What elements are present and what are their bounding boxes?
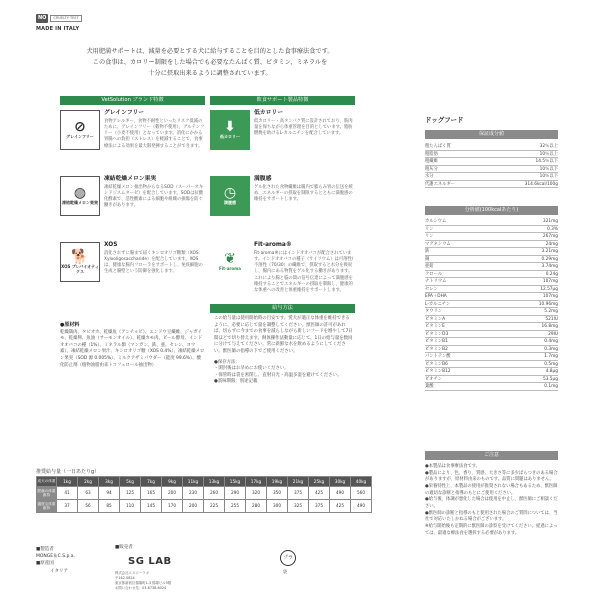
table-row <box>425 166 558 174</box>
table-row <box>425 323 558 331</box>
row-label: 水分 <box>425 174 434 179</box>
row-label: ビタミンB12 <box>425 369 451 374</box>
caution-header: ご注意 <box>425 451 558 460</box>
amount-cell: 320 <box>246 487 267 500</box>
weight-label: 成犬の体重 <box>37 477 57 487</box>
feature-grain-free <box>60 110 205 150</box>
arrow-down-icon: ⬇ 低カロリー <box>210 110 250 150</box>
row-value: 12.57μg <box>540 286 558 292</box>
table-row <box>425 233 558 241</box>
weight-cell: 9kg <box>162 477 183 487</box>
clock-icon: ◷ 満腹感 <box>210 176 250 216</box>
guaranteed-header: 保証成分値 <box>425 130 558 139</box>
row-value: 10％以下 <box>539 174 558 179</box>
amount-cell: 280 <box>246 500 267 513</box>
table-row <box>425 271 558 279</box>
made-in-italy: MADE IN ITALY <box>36 26 80 32</box>
weight-cell: 3kg <box>99 477 120 487</box>
table-row <box>425 338 558 346</box>
table-row <box>425 293 558 301</box>
feature-title: 低カロリー <box>254 110 283 116</box>
row-label: タウリン <box>425 309 443 314</box>
amount-cell: 260 <box>204 487 225 500</box>
amount-cell: 200 <box>183 500 204 513</box>
weight-cell: 13kg <box>204 477 225 487</box>
amount-cell: 110 <box>120 500 141 513</box>
table-row <box>425 263 558 271</box>
table-row <box>425 376 558 384</box>
row-label: 粗たんぱく質 <box>425 144 451 149</box>
table-row <box>425 241 558 249</box>
row-label: ビタミンD3 <box>425 331 449 337</box>
table-row <box>425 308 558 316</box>
table-row <box>425 346 558 354</box>
feature-title: グレインフリー <box>104 110 145 116</box>
ingredients <box>60 322 205 369</box>
caution-item: ●製品により、色、香り、質感、大きさ等に多少ばらつきのある場合がありますが、原材料由来のものです。品質に問題はありません。 <box>425 470 558 483</box>
table-row <box>425 383 558 391</box>
weight-cell: 40kg <box>351 477 372 487</box>
feature-text: ゲル化された食物繊維は腸内で膨らみ胃の伝送を緩め、エネルギーの摂取を制限するとともに満腹感の維持をサポートします。 <box>254 184 353 203</box>
feeding-table <box>36 476 372 513</box>
table-row <box>425 226 558 234</box>
table-row <box>425 278 558 286</box>
feature-text: 食物アレルギー、食物不耐性といったリスク低減のために、グレインフリー（穀物不使用）、グルテンフリー（小麦不使用）となっています。消化にかかる胃腸への負担（ストレス）を軽減することで、食事療法による効果を最大限発揮することができます。 <box>104 118 205 149</box>
row-value: 0.4mg <box>544 339 558 344</box>
amount-cell: 300 <box>267 500 288 513</box>
table-row <box>425 361 558 369</box>
table-row <box>37 487 372 500</box>
row-label: リン <box>425 234 434 239</box>
row-value: 267mg <box>542 234 558 239</box>
weight-cell: 21kg <box>288 477 309 487</box>
row-label: 葉酸 <box>425 384 434 389</box>
row-label: リン <box>425 226 434 232</box>
row-value: 10.96mg <box>538 301 558 307</box>
row-label: L-カルニチン <box>425 301 451 307</box>
row-label: セレン <box>425 286 438 292</box>
amount-cell: 290 <box>225 487 246 500</box>
feature-text: 低カロリー・高タンパク質に設計されており、筋肉量を保ちながら体重管理を目的としています。脂肪燃焼を助けるL-カルニチンを配合しています。 <box>254 118 353 137</box>
diet-support-header: 飲食サポート製品特徴 <box>210 96 355 105</box>
row-label: EPA＋DHA <box>425 294 447 299</box>
table-row <box>425 353 558 361</box>
feature-melon <box>60 176 205 216</box>
feature-text: Fit-aroma®にはインドオオバコが配合されています。インドオオバコの種子（サイリウム）は可溶性/不溶性（70/30）の繊維で、摂取すると水分を吸収し、腸内にある物質をゲル化する働きがあります。これにより腸と脳の間の信号伝達によって満腹感を維持することでエネルギーの摂取を制限し、健康的な体重への改善と体重維持をサポートします。 <box>254 250 354 294</box>
table-row <box>425 143 558 151</box>
caution-item: ●栄養特性上、本製品の使用が推奨されない場合もあるため、獣医師の適切な診断と指導のもとにご使用ください。 <box>425 483 558 496</box>
row-value: 1.7mg <box>544 354 558 359</box>
weight-cell: 15kg <box>225 477 246 487</box>
weight-cell: 5kg <box>120 477 141 487</box>
amount-cell: 425 <box>309 487 330 500</box>
fit-aroma-logo: ❦ Fit-aroma <box>219 251 241 272</box>
weight-cell: 17kg <box>246 477 267 487</box>
caution-notes <box>425 464 558 537</box>
amount-cell: 560 <box>351 487 372 500</box>
analysis-header: 分析値(100kcalあたり) <box>425 206 558 215</box>
row-value: 5.2mg <box>544 309 558 314</box>
row-value: 29IU <box>548 331 558 337</box>
row-label: ビタミンA <box>425 316 446 322</box>
amount-cell: 490 <box>330 487 351 500</box>
analysis-table <box>425 218 558 391</box>
table-row <box>425 173 558 181</box>
feature-xos <box>60 242 205 282</box>
row-label: ビオチン <box>425 376 442 382</box>
manufacturer-info: ■製造者 MONGE＆C.S.p.a. ■原産国 イタリア <box>36 547 75 574</box>
feature-title: 満腹感 <box>254 176 272 182</box>
amount-cell: 325 <box>288 500 309 513</box>
amount-cell: 170 <box>162 500 183 513</box>
amount-cell: 350 <box>267 487 288 500</box>
weight-cell: 7kg <box>141 477 162 487</box>
amount-cell: 125 <box>120 487 141 500</box>
row-value: 0.29mg <box>541 256 558 262</box>
row-value: 14.5％以下 <box>535 159 558 164</box>
row-label: 粗灰分 <box>425 166 438 172</box>
table-row <box>425 181 558 189</box>
ingredients-title: ●原材料 <box>60 322 80 328</box>
row-label: 肥満の体重維持 <box>37 487 57 500</box>
amount-cell: 94 <box>99 487 120 500</box>
feature-satiety <box>210 176 355 216</box>
weight-cell: 2kg <box>78 477 99 487</box>
row-value: 107mg <box>542 279 558 284</box>
dog-icon: 🐕 XOS プレバイオティクス <box>60 242 100 282</box>
row-label: 粗脂肪 <box>425 151 438 157</box>
amount-cell: 145 <box>141 500 162 513</box>
row-value: 0.5mg <box>544 361 558 367</box>
amount-cell: 200 <box>162 487 183 500</box>
row-value: 107mg <box>542 294 558 299</box>
row-value: 3.74mg <box>541 264 558 269</box>
table-row <box>425 368 558 376</box>
feature-title: Fit-aroma® <box>254 242 292 248</box>
table-row <box>425 218 558 226</box>
no-badge-label: NO <box>38 15 47 21</box>
amount-cell: 230 <box>183 487 204 500</box>
table-row <box>425 158 558 166</box>
amount-cell: 41 <box>57 487 78 500</box>
table-row <box>425 256 558 264</box>
guaranteed-table <box>425 143 558 188</box>
row-value: 0.1mg <box>544 384 558 389</box>
row-value: 53.5μg <box>542 376 558 382</box>
cruelty-test-label: CRUELTY TEST <box>50 15 81 22</box>
table-row <box>37 500 372 513</box>
row-value: 4.8μg <box>545 369 558 374</box>
amount-cell: 85 <box>99 500 120 513</box>
recycle-icon: プラ <box>280 550 296 566</box>
table-row <box>425 316 558 324</box>
row-label: 代謝エネルギー <box>425 181 456 187</box>
row-value: 32％以上 <box>539 144 558 149</box>
amount-cell: 56 <box>78 500 99 513</box>
row-label: マグネシウム <box>425 241 451 247</box>
feature-fit-aroma <box>210 242 355 294</box>
sales-title: ■販売者 <box>115 545 133 550</box>
weight-cell: 11kg <box>183 477 204 487</box>
row-label: 亜鉛 <box>425 264 434 269</box>
caution-item: ●獣医師の診断と指導のもと使用された場合のご質問については、当社で対応いたしかねる場合がございます。 <box>425 510 558 523</box>
feeding-table-title: 推奨給与量（一日あたりg） <box>36 469 100 475</box>
row-value: 3.21mg <box>541 249 558 254</box>
amount-cell: 165 <box>141 487 162 500</box>
recycle-label: 袋 <box>283 569 287 574</box>
amount-cell: 375 <box>288 487 309 500</box>
amount-cell: 63 <box>78 487 99 500</box>
amount-cell: 255 <box>225 500 246 513</box>
row-value: 16.8mg <box>541 324 558 329</box>
amount-cell: 225 <box>204 500 225 513</box>
expiry: ●賞味期限：別途記載 <box>214 379 258 385</box>
caution-item: ●本製品は食事療法食です。 <box>425 464 480 469</box>
feeding-method-text: この給与量は使用開始時の目安です。愛犬が適正な体重を維持できるように、必要に応じて量を調整してください。獣医師の許可があれば、切らずに今までの食事を減らしながら新しいフードを増やして7日間ほどで切り替えます。飼体操作法動量に応じて、1日の給与量を数回に分けて与えてください。常に新鮮な水を飲めるようにしてください。獣医師の指導の下でご使用ください。 <box>214 316 353 355</box>
table-row <box>425 331 558 339</box>
row-label: クロール <box>425 271 443 277</box>
row-label: 銅 <box>425 256 430 262</box>
amount-cell: 490 <box>351 500 372 513</box>
row-value: 521IU <box>545 316 558 322</box>
row-label: ナトリウム <box>425 279 447 284</box>
feeding-method-header: 給与方法 <box>210 304 355 313</box>
caution-item: ●給与後、体調が悪化した場合は使用を中止し、獣医師にご相談ください。 <box>425 497 558 509</box>
storage-line: ・保管時は袋を密閉し、直射日光・高温多湿を避けてください。 <box>214 372 342 378</box>
product-type-title: ドッグフード <box>425 116 464 124</box>
row-value: 0.3mg <box>544 346 558 352</box>
feature-text: 凍結乾燥メロン抽出物からなるSOD（スーパーオキシドジスムターゼ）を配合しています。SODは抗酸化酵素で、活性酸素による細胞や組織の損傷を防ぐ働きがあります。 <box>104 184 204 209</box>
feature-title: 凍結乾燥メロン果実 <box>104 176 157 182</box>
feature-low-calorie <box>210 110 355 150</box>
row-label: パントテン酸 <box>425 354 451 359</box>
weight-cell: 25kg <box>309 477 330 487</box>
amount-cell: 375 <box>309 500 330 513</box>
storage-line: ・開封後はお早めにお使いください。 <box>214 366 289 372</box>
weight-cell: 1kg <box>57 477 78 487</box>
table-row <box>425 301 558 309</box>
feature-title: XOS <box>104 242 118 248</box>
sales-address: 株式会社エスジーラボ 〒162-0824 東京都新宿区揚場町1-3 揚場ビル5階 お問い合わせ先：03-6738-6024 <box>115 571 172 591</box>
row-label: ビタミンB1 <box>425 339 448 344</box>
caution-item: ※給与開始後も定期的に獣医師の診察を受けてください。経過によっては、最適な療法食を選択する必要があります。 <box>425 523 558 536</box>
row-value: 10％以下 <box>539 166 558 172</box>
wheat-crossed-icon: ⊘ グレインフリー <box>60 110 100 150</box>
cruelty-test-badge <box>36 14 82 23</box>
row-value: 314.6kcal/100g <box>524 181 558 187</box>
sglab-logo: SG LAB <box>128 556 172 567</box>
row-value: 321mg <box>542 219 558 224</box>
feature-text: 消化されずに腸まで届くキシロオリゴ糖類（XOS：Xylooligosaccharide）を配合しています。XOSは、健康な腸内フローラをサポートし、免疫細胞の生成と腸壁という防御を強化します。 <box>104 250 203 275</box>
weight-cell: 30kg <box>330 477 351 487</box>
row-label: ビタミンE <box>425 324 445 329</box>
row-value: 0.24g <box>545 271 558 277</box>
table-row <box>425 286 558 294</box>
table-row <box>425 248 558 256</box>
amount-cell: 425 <box>330 500 351 513</box>
table-header-row <box>37 477 372 487</box>
row-label: ビタミンB2 <box>425 346 448 352</box>
feeding-method <box>214 316 354 386</box>
ingredients-text: 乾燥鶏肉、タピオカ、乾燥魚（アンチョビ）、エンドウ豆繊維、ジャガイモ、乾燥卵、魚油（サーモンオイル）、乾燥カモ肉、ビール酵母、インドオオバコの種（1%）、ミネラル類（マンガン、鉄、亜、セレン、ヨウ素）、凍結乾燥メロン果汁、キシロオリゴ糖（XOS 0.4%）、凍結乾燥メロン果実（SOD 源 0.005%）、ミルクアザミパウダー（能度 99.6%）、酸化防止剤（植物油脂由来トコフェロール抽出物） <box>60 329 205 368</box>
intro-text: 犬用肥満サポートは、減量を必要とする犬に給与することを目的とした食事療法食です。 この食事は、カロリー制限をした場合でも必要なたんぱく質、ビタミン、ミネラルを 十分に摂取出来るように調整されています。 <box>86 48 334 77</box>
vetsolution-header: VetSolution ブランド特徴 <box>60 96 205 105</box>
row-value: 24mg <box>545 241 558 247</box>
row-label: 適度な体重維持 <box>37 500 57 513</box>
storage-title: ●保存方法： <box>214 359 240 365</box>
row-value: 0.3% <box>547 226 558 232</box>
row-label: カルシウム <box>425 219 447 224</box>
row-label: 粗繊維 <box>425 159 438 164</box>
row-label: ビタミンB6 <box>425 361 448 367</box>
table-row <box>425 151 558 159</box>
amount-cell: 37 <box>57 500 78 513</box>
row-label: 鉄 <box>425 249 430 254</box>
melon-icon: ◍ 凍結乾燥メロン果実 <box>60 176 100 216</box>
row-value: 10％以上 <box>539 151 558 157</box>
weight-cell: 19kg <box>267 477 288 487</box>
